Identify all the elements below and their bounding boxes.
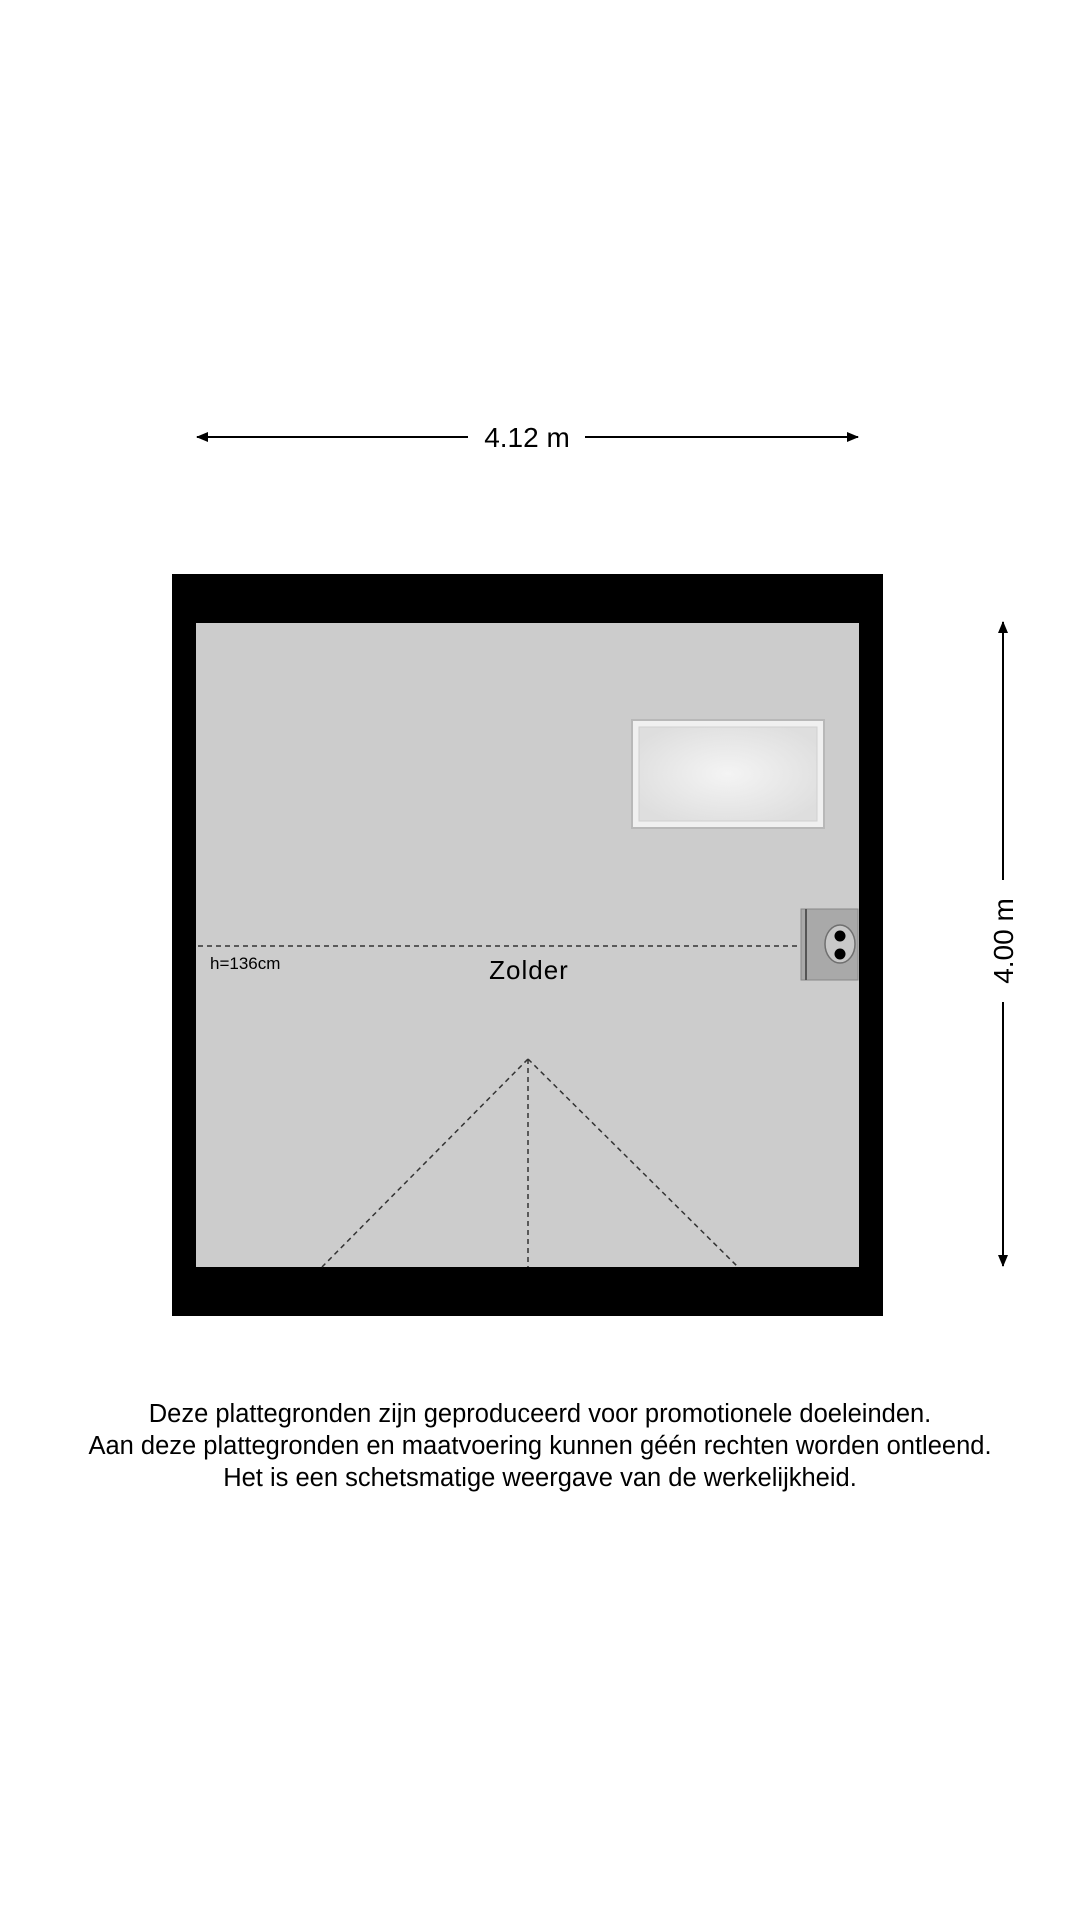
ceiling-height-label: h=136cm: [210, 954, 281, 973]
disclaimer: [0, 1398, 1080, 1494]
skylight: [632, 720, 824, 828]
width-dimension-label: 4.12 m: [484, 422, 570, 453]
room-name: Zolder: [489, 955, 569, 985]
disclaimer-line-1: Deze plattegronden zijn geproduceerd voor promotionele doeleinden.: [148, 1400, 932, 1428]
disclaimer-line-3: Het is een schetsmatige weergave van de werkelijkheid.: [223, 1464, 857, 1492]
height-dimension-label: 4.00 m: [988, 898, 1019, 984]
width-dimension: [197, 422, 858, 453]
height-dimension: [988, 622, 1019, 1266]
disclaimer-line-2: Aan deze plattegronden en maatvoering kunnen géén rechten worden ontleend.: [88, 1432, 992, 1460]
skylight-glass: [639, 727, 817, 821]
radiator-icon: [801, 909, 858, 980]
